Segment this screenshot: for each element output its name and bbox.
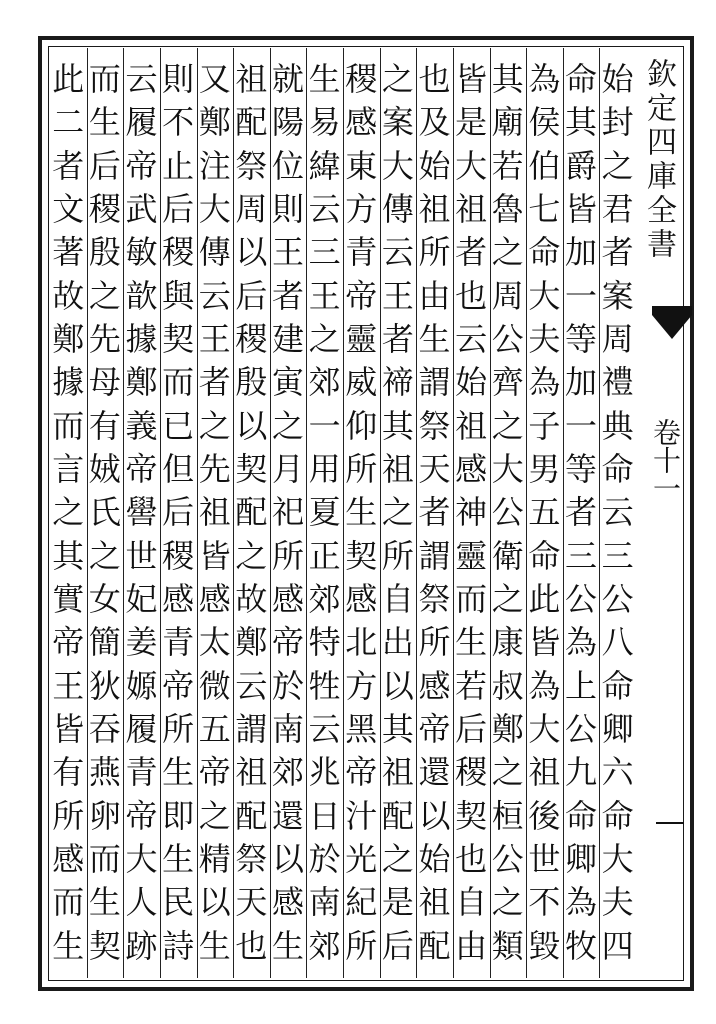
juan-number: 卷十一 [649,418,682,502]
column-rule [233,48,234,978]
column-text: 命 其 爵 皆 加 一 等 加 一 等 者 三 公 為 上 公 九 命 卿 為 牧 [565,60,598,965]
text-column [526,48,563,978]
column-rule [563,48,564,978]
column-text: 又 鄭 注 大 傳 云 王 者 之 先 祖 皆 感 太 微 五 帝 之 精 以 生 [198,60,231,965]
column-text: 祖 配 祭 周 以 后 稷 殷 以 契 配 之 故 鄭 云 謂 祖 配 祭 天 也 [235,60,268,965]
text-column [599,48,636,978]
column-text: 此 二 者 文 著 故 鄭 據 而 言 之 其 實 帝 王 皆 有 所 感 而 生 [52,60,85,965]
column-text: 也 及 始 祖 所 由 生 謂 祭 天 者 謂 祭 所 感 帝 還 以 始 祖 配 [418,60,451,965]
page-mark [656,822,684,824]
column-text: 之 案 大 傳 云 王 者 禘 其 祖 之 所 自 出 以 其 祖 配 之 是 后 [381,60,414,965]
text-column [416,48,453,978]
text-column [233,48,270,978]
column-text: 云 履 帝 武 敏 歆 據 鄭 義 帝 嚳 世 妃 姜 嫄 履 青 帝 大 人 跡 [125,60,158,965]
text-column [306,48,343,978]
column-rule [490,48,491,978]
text-column [343,48,380,978]
text-column [197,48,234,978]
text-column [123,48,160,978]
column-text: 稷 感 東 方 青 帝 靈 威 仰 所 生 契 感 北 方 黑 帝 汁 光 紀 所 [345,60,378,965]
text-column [563,48,600,978]
column-rule [123,48,124,978]
column-rule [160,48,161,978]
column-text: 就 陽 位 則 王 者 建 寅 之 月 祀 所 感 帝 於 南 郊 還 以 感 生 [272,60,305,965]
column-rule [270,48,271,978]
column-text: 始 封 之 君 者 案 周 禮 典 命 云 三 公 八 命 卿 六 命 大 夫 四 [601,60,634,965]
column-rule [87,48,88,978]
text-column [490,48,527,978]
column-rule [416,48,417,978]
column-rule [526,48,527,978]
text-column [160,48,197,978]
book-title: 欽定四庫全書 [641,58,676,262]
column-rule [197,48,198,978]
column-text: 則 不 止 后 稷 與 契 而 已 但 后 稷 感 青 帝 所 生 即 生 民 詩 [162,60,195,965]
text-column [453,48,490,978]
text-column [270,48,307,978]
column-rule [599,48,600,978]
fish-tail-icon [652,315,692,339]
text-column [87,48,124,978]
column-rule [453,48,454,978]
fish-tail-mark [652,306,692,315]
column-text: 皆 是 大 祖 者 也 云 始 祖 感 神 靈 而 生 若 后 稷 契 也 自 由 [455,60,488,965]
column-rule [380,48,381,978]
column-text: 其 廟 若 魯 之 周 公 齊 之 大 公 衛 之 康 叔 鄭 之 桓 公 之 類 [491,60,524,965]
column-text: 為 侯 伯 七 命 大 夫 為 子 男 五 命 此 皆 為 大 祖 後 世 不 毀 [528,60,561,965]
column-rule [306,48,307,978]
text-column [380,48,417,978]
text-column [50,48,87,978]
column-text: 生 易 緯 云 三 王 之 郊 一 用 夏 正 郊 特 牲 云 兆 日 於 南 郊 [308,60,341,965]
text-area [50,48,636,978]
column-rule [343,48,344,978]
column-text: 而 生 后 稷 殷 之 先 母 有 娀 氏 之 女 簡 狄 吞 燕 卵 而 生 契 [88,60,121,965]
